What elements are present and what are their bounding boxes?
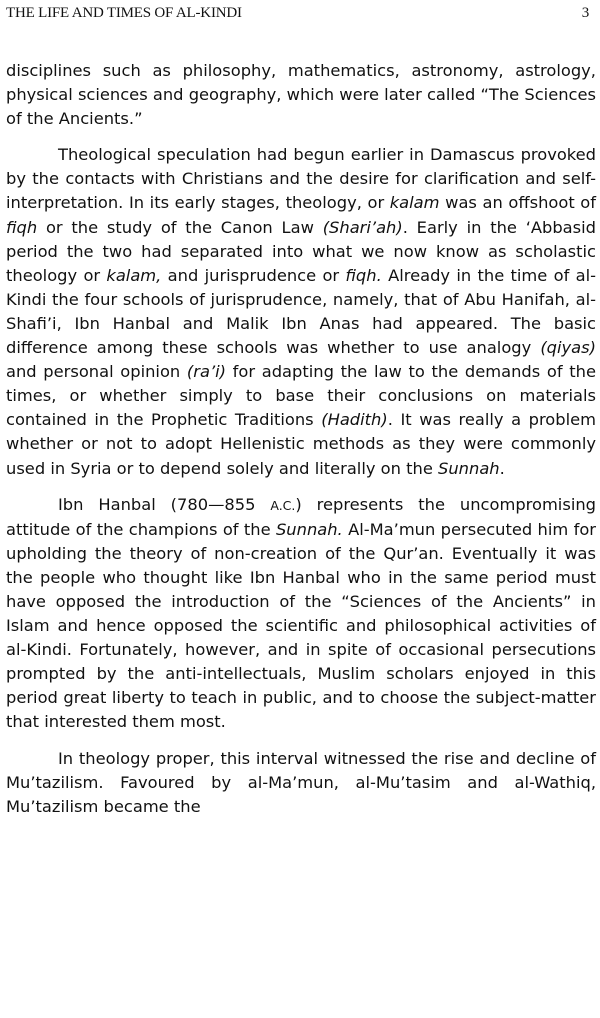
- paragraph-4: In theology proper, this interval witnessed the rise and decline of Mu’tazilism. Favoured by al-Ma’mun, al-Mu’tasim and al-Wathiq, Mu’tazilism became the: [6, 748, 596, 816]
- text-run: and jurisprudence or: [161, 265, 346, 285]
- paragraph-3: [6, 493, 596, 735]
- paragraph-2: [6, 143, 596, 480]
- text-run: Al-Ma’mun persecuted him for upholding the theory of non-creation of the Qur’an. Eventually it was the people who thought like Ibn Hanbal who in the same period must have opposed the introduction of the “Sciences of the Ancients” in Islam and hence opposed the scientific and philosophical activities of al-Kindi. Fortunately, however, and in spite of occasional persecutions prompted by the anti-intellectuals, Muslim scholars enjoyed in this period great liberty to teach in public, and to choose the subject-matter that interested them most.: [6, 519, 596, 732]
- running-head: THE LIFE AND TIMES OF AL-KINDI: [6, 5, 242, 21]
- text-run: was an offshoot of: [439, 193, 596, 213]
- paragraph-1: disciplines such as philosophy, mathematics, astronomy, astrology, physical sciences and geography, which were later called “The Sciences of the Ancients.”: [6, 61, 596, 129]
- term-kalam: kalam: [389, 193, 440, 213]
- term-sunnah: Sunnah.: [275, 519, 343, 539]
- text-run: . It was really a problem whether or not to adopt Hellenistic methods as they were commonly used in Syria or to depend solely and literally on the: [6, 410, 596, 478]
- page-number: 3: [581, 5, 589, 21]
- text-run: Theological speculation had begun earlier in Damascus provoked by the contacts with Christians and the desire for clarification and self-interpretation. In its early stages, theology, or: [6, 145, 596, 213]
- term-hadith: (Hadith): [321, 410, 388, 430]
- text-run: ) represents the uncompromising attitude of the champions of the: [6, 494, 596, 539]
- term-shariah: (Shari’ah): [322, 217, 403, 237]
- era-abbreviation: A.C.: [270, 497, 296, 513]
- term-qiyas: (qiyas): [540, 338, 596, 358]
- page-body: [6, 59, 596, 819]
- text-run: and personal opinion: [6, 362, 187, 382]
- term-fiqh: fiqh.: [345, 265, 382, 285]
- term-sunnah: Sunnah: [438, 458, 500, 478]
- text-run: . Early in the ‘Abbasid period the two had separated into what we now know as scholastic theology or: [6, 217, 597, 285]
- page-header: [6, 5, 589, 25]
- text-run: or the study of the Canon Law: [37, 217, 323, 237]
- term-fiqh: fiqh: [6, 217, 38, 237]
- term-rai: (ra’i): [186, 362, 226, 382]
- text-run: Already in the time of al-Kindi the four schools of jurisprudence, namely, that of Abu Hanifah, al-Shafi’i, Ibn Hanbal and Malik Ibn Anas had appeared. The basic difference among these schools was whether to use analogy: [6, 265, 596, 358]
- text-run: .: [499, 458, 505, 478]
- text-run: for adapting the law to the demands of the times, or whether simply to base their conclusions on materials contained in the Prophetic Traditions: [6, 362, 596, 430]
- term-kalam: kalam,: [106, 265, 162, 285]
- text-run: Ibn Hanbal (780—855: [58, 494, 271, 514]
